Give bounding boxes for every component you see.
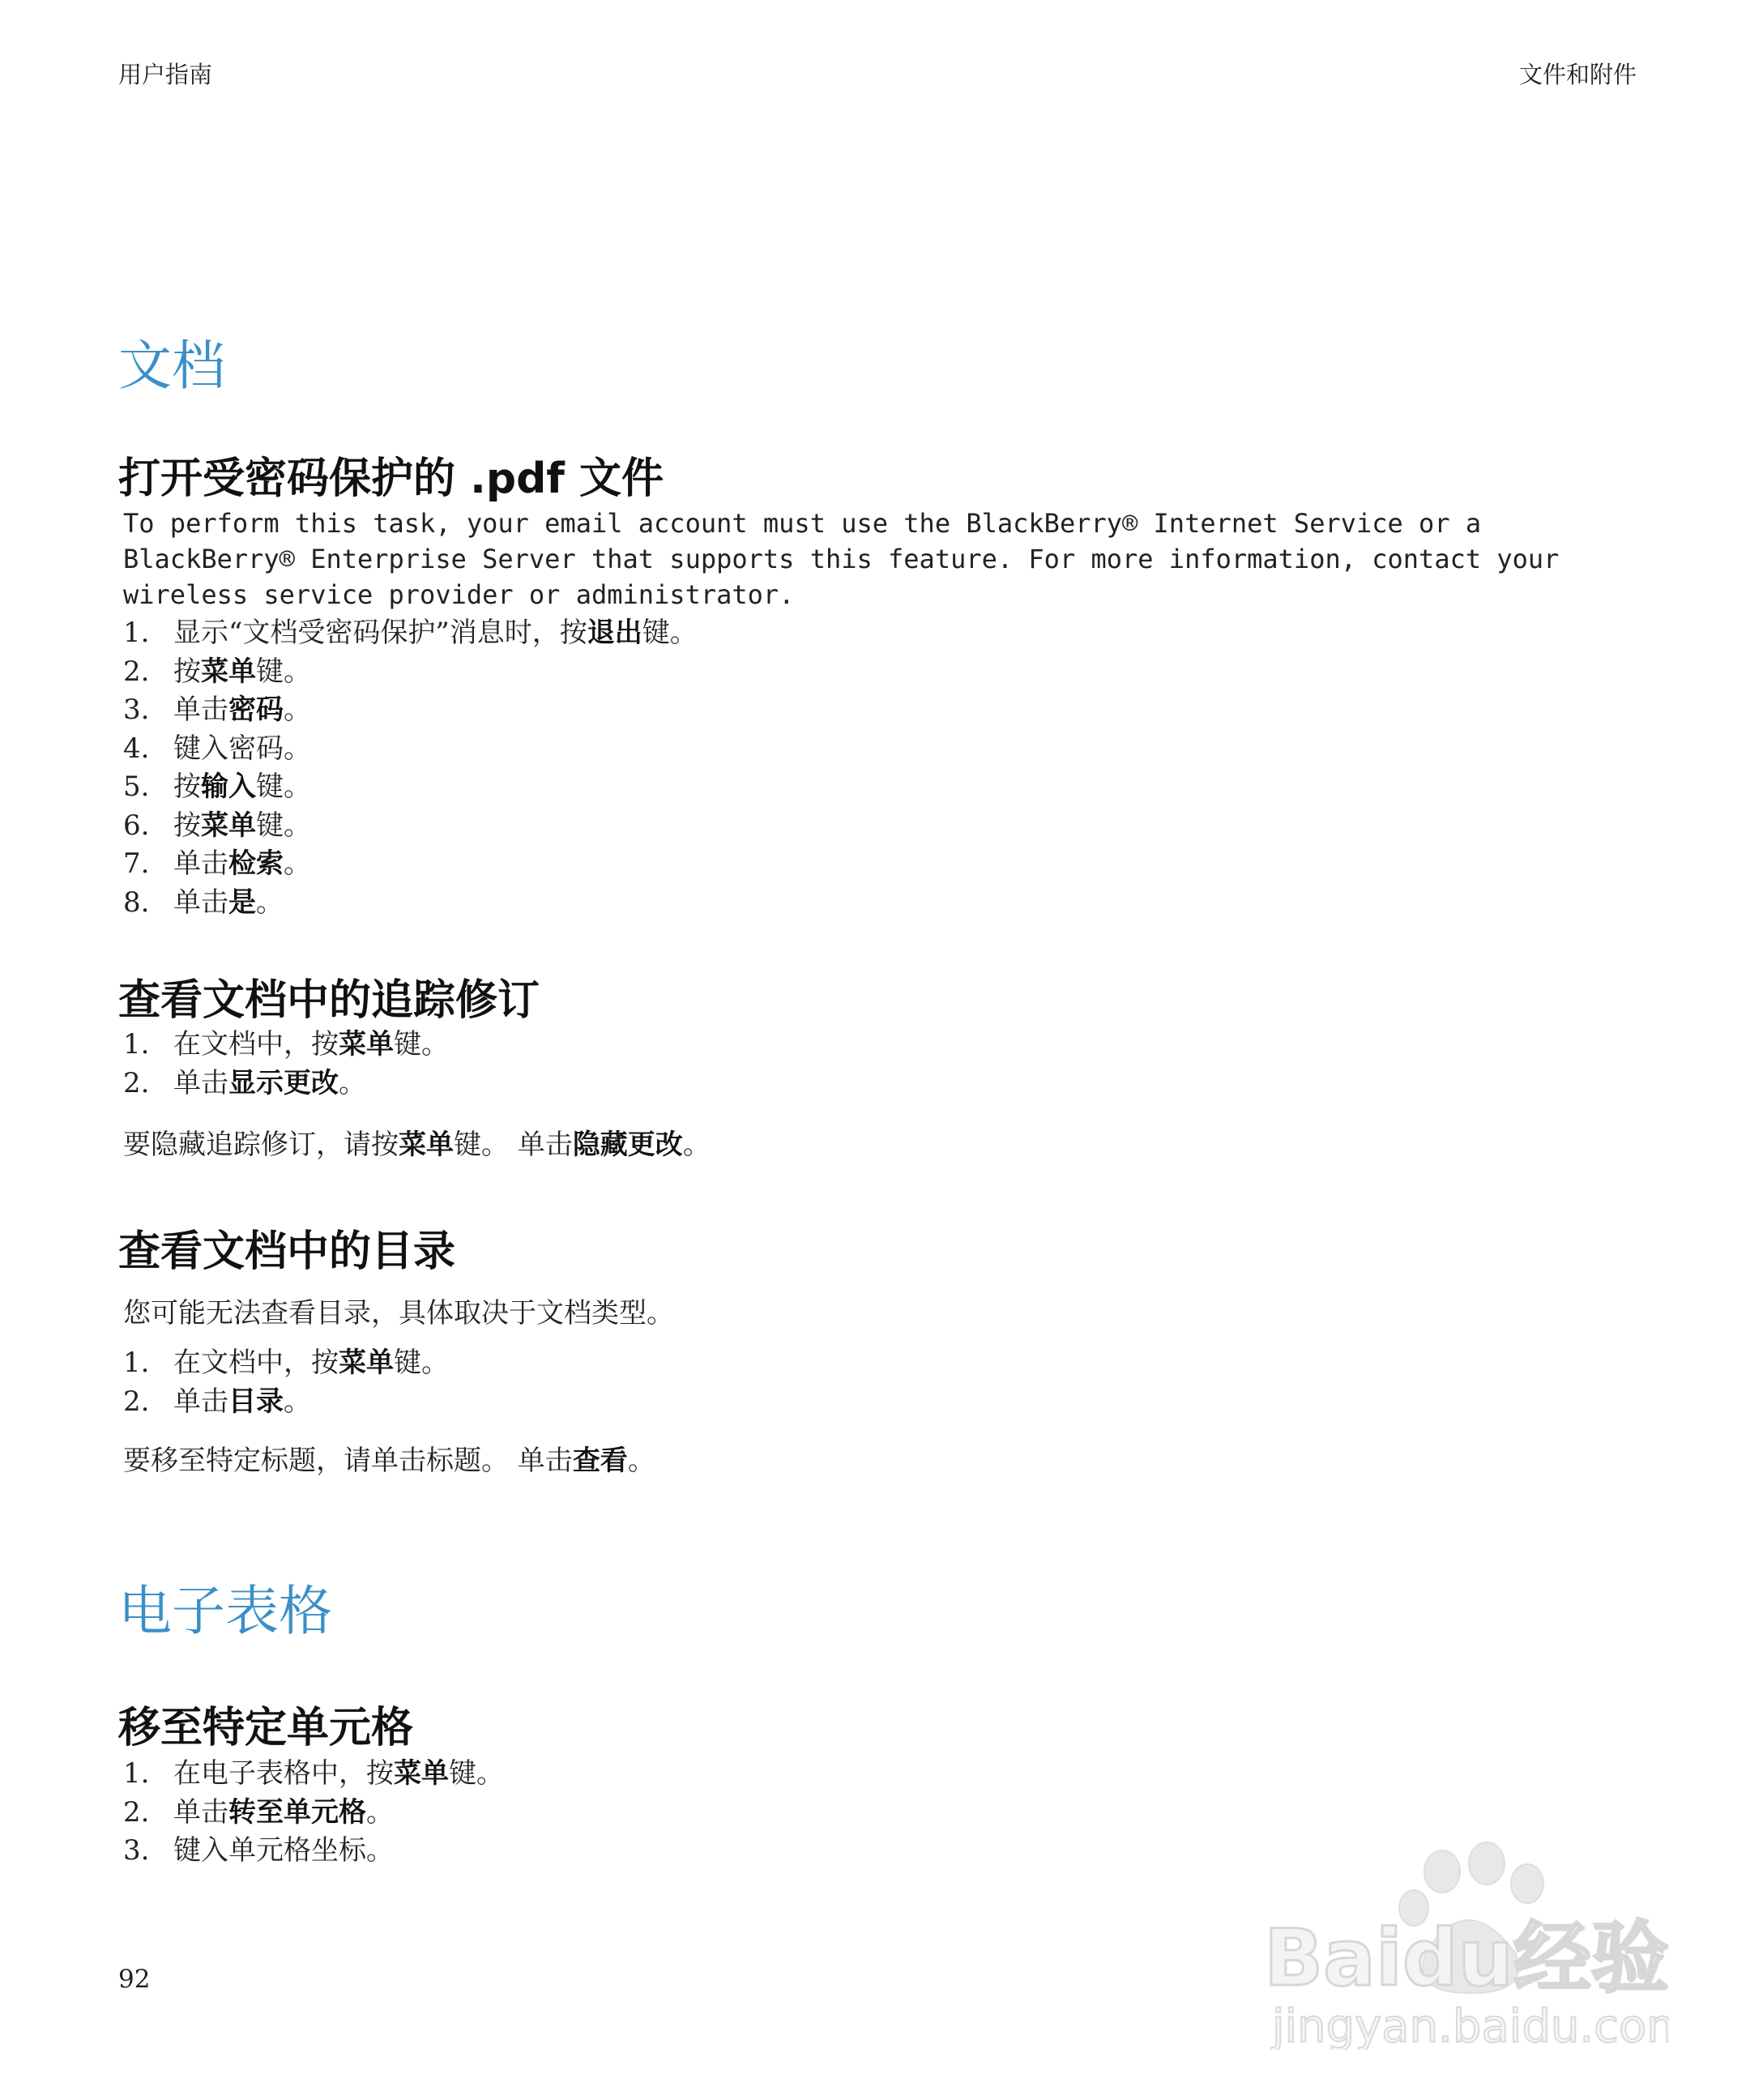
step-text: 在文档中，按菜单键。 — [173, 1347, 449, 1379]
step-ui-term: 菜单 — [201, 655, 256, 688]
toc-intro: 您可能无法查看目录，具体取决于文档类型。 — [123, 1297, 674, 1330]
step-number: 4. — [123, 732, 150, 765]
step-text: 单击转至单元格。 — [173, 1795, 394, 1829]
step-text: 单击显示更改。 — [173, 1066, 366, 1099]
step-ui-term: 菜单 — [394, 1757, 449, 1790]
cell-steps — [123, 1755, 504, 1871]
step-text: 在文档中，按菜单键。 — [173, 1028, 449, 1061]
header-right: 文件和附件 — [1518, 61, 1637, 88]
tracked-steps — [123, 1026, 449, 1103]
step-item — [123, 1794, 504, 1833]
step-item — [123, 614, 698, 653]
tracked-note-text-2: 键。 单击 — [454, 1129, 573, 1161]
baidu-paw-logo-icon — [1248, 1839, 1669, 2050]
step-item — [123, 884, 698, 923]
step-text: 单击检索。 — [173, 847, 311, 880]
step-ui-term: 是 — [228, 886, 256, 919]
step-ui-term: 菜单 — [339, 1028, 394, 1061]
step-number: 3. — [123, 1834, 150, 1867]
step-number: 7. — [123, 847, 150, 880]
heading-tracked-changes: 查看文档中的追踪修订 — [118, 976, 540, 1025]
step-number: 6. — [123, 809, 150, 842]
step-ui-term: 菜单 — [201, 809, 256, 842]
step-number: 1. — [123, 1757, 150, 1790]
toc-note-text: 要移至特定标题，请单击标题。 单击 — [123, 1445, 573, 1477]
step-text: 按菜单键。 — [173, 655, 311, 688]
step-item — [123, 1832, 504, 1871]
step-item — [123, 730, 698, 769]
toc-note-view: 查看 — [572, 1445, 628, 1477]
step-item — [123, 768, 698, 807]
step-ui-term: 退出 — [587, 617, 642, 649]
tracked-note-end: 。 — [682, 1129, 711, 1161]
header-left: 用户指南 — [118, 61, 213, 88]
step-number: 1. — [123, 1028, 150, 1061]
step-ui-term: 菜单 — [339, 1347, 394, 1379]
step-text: 按菜单键。 — [173, 809, 311, 842]
step-number: 2. — [123, 1385, 150, 1418]
heading-table-of-contents: 查看文档中的目录 — [118, 1227, 456, 1276]
watermark-url: jingyan.baidu.com — [1272, 2000, 1669, 2050]
baidu-watermark — [1248, 1839, 1669, 2050]
step-item — [123, 1383, 449, 1422]
step-ui-term: 目录 — [228, 1385, 284, 1418]
step-text: 在电子表格中，按菜单键。 — [173, 1757, 504, 1790]
heading-go-to-cell: 移至特定单元格 — [118, 1704, 414, 1752]
watermark-brand: Baidu经验 — [1264, 1913, 1669, 2004]
step-number: 1. — [123, 617, 150, 649]
toc-note — [123, 1438, 655, 1478]
step-ui-term: 转至单元格 — [228, 1795, 366, 1829]
step-number: 2. — [123, 655, 150, 688]
step-number: 1. — [123, 1347, 150, 1379]
step-ui-term: 检索 — [228, 847, 284, 880]
step-item — [123, 1065, 449, 1103]
step-number: 2. — [123, 1795, 150, 1829]
tracked-note — [123, 1122, 711, 1162]
step-ui-term: 显示更改 — [228, 1066, 339, 1099]
step-text: 键入单元格坐标。 — [173, 1834, 394, 1867]
tracked-note-text: 要隐藏追踪修订，请按 — [123, 1129, 399, 1161]
step-text: 单击密码。 — [173, 694, 311, 726]
step-item — [123, 1344, 449, 1383]
toc-note-end: 。 — [627, 1445, 655, 1477]
tracked-note-menu: 菜单 — [399, 1129, 454, 1161]
section-title-spreadsheets: 电子表格 — [118, 1580, 332, 1642]
step-text: 单击目录。 — [173, 1385, 311, 1418]
step-number: 3. — [123, 694, 150, 726]
step-item — [123, 845, 698, 884]
step-item — [123, 653, 698, 692]
step-item — [123, 1755, 504, 1794]
step-item — [123, 807, 698, 846]
tracked-note-hide-changes: 隐藏更改 — [572, 1129, 683, 1161]
step-number: 2. — [123, 1066, 150, 1099]
step-item — [123, 691, 698, 730]
step-ui-term: 输入 — [201, 770, 256, 803]
step-item — [123, 1026, 449, 1065]
step-text: 键入密码。 — [173, 732, 311, 765]
heading-open-protected-pdf: 打开受密码保护的 .pdf 文件 — [118, 455, 664, 503]
pdf-intro: To perform this task, your email account must use the BlackBerry® Internet Service or a BlackBerry® Enterprise Server that supports this feature. For more information, contact your wireless service provider or administrator. — [123, 508, 1560, 610]
step-number: 5. — [123, 770, 150, 803]
step-number: 8. — [123, 886, 150, 919]
toc-steps — [123, 1344, 449, 1421]
page-number: 92 — [118, 1965, 151, 1994]
step-text: 单击是。 — [173, 886, 284, 919]
step-ui-term: 密码 — [228, 694, 284, 726]
pdf-steps — [123, 614, 698, 922]
step-text: 显示“文档受密码保护”消息时，按退出键。 — [173, 617, 698, 649]
section-title-documents: 文档 — [118, 335, 225, 397]
step-text: 按输入键。 — [173, 770, 311, 803]
